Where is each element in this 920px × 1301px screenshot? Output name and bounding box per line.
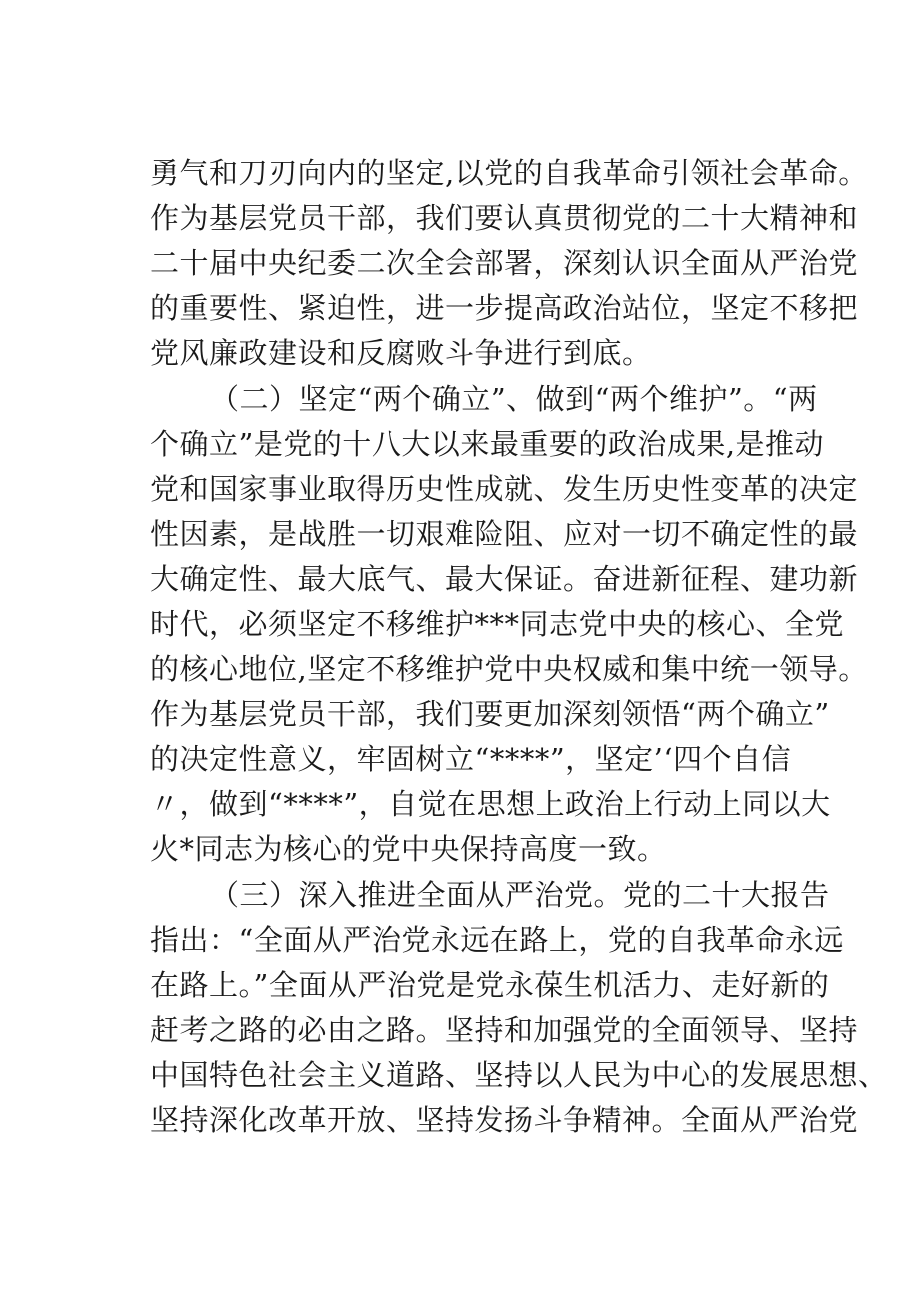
section-heading-line: （三）深入推进全面从严治党。党的二十大报告 [210, 878, 830, 912]
text-line: 党和国家事业取得历史性成就、发生历史性变革的决定 [150, 472, 859, 506]
text-line: 中国特色社会主义道路、坚持以人民为中心的发展思想、 [150, 1058, 888, 1092]
text-line: 的核心地位,坚定不移维护党中央权威和集中统一领导。 [150, 652, 868, 686]
text-line: 作为基层党员干部，我们要认真贯彻党的二十大精神和 [150, 201, 859, 235]
text-line: 勇气和刀刃向内的坚定,以党的自我革命引领社会革命。 [150, 156, 868, 190]
text-line: 火*同志为核心的党中央保持高度一致。 [150, 832, 667, 866]
text-line: 性因素，是战胜一切艰难险阻、应对一切不确定性的最 [150, 517, 859, 551]
text-line: 坚持深化改革开放、坚持发扬斗争精神。全面从严治党 [150, 1103, 859, 1137]
text-line: 指出：“全面从严治党永远在路上，党的自我革命永远 [150, 923, 844, 957]
text-line: 作为基层党员干部，我们要更加深刻领悟“两个确立” [150, 697, 830, 731]
text-line: 时代，必须坚定不移维护***同志党中央的核心、全党 [150, 607, 845, 641]
text-line: 的决定性意义，牢固树立“****”，坚定’‘四个自信 [150, 742, 792, 776]
text-line: 的重要性、紧迫性，进一步提高政治站位，坚定不移把 [150, 291, 859, 325]
text-line: 个确立”是党的十八大以来最重要的政治成果,是推动 [150, 427, 825, 461]
text-line: 赶考之路的必由之路。坚持和加强党的全面领导、坚持 [150, 1013, 859, 1047]
text-line: 二十届中央纪委二次全会部署，深刻认识全面从严治党 [150, 246, 859, 280]
text-line: 在路上。”全面从严治党是党永葆生机活力、走好新的 [150, 968, 830, 1002]
section-heading-line: （二）坚定“两个确立”、做到“两个维护”。“两 [210, 382, 818, 416]
text-line: 大确定性、最大底气、最大保证。奋进新征程、建功新 [150, 562, 859, 596]
text-line: 〃，做到“****”，自觉在思想上政治上行动上同以大 [150, 787, 831, 821]
text-line: 党风廉政建设和反腐败斗争进行到底。 [150, 336, 652, 370]
